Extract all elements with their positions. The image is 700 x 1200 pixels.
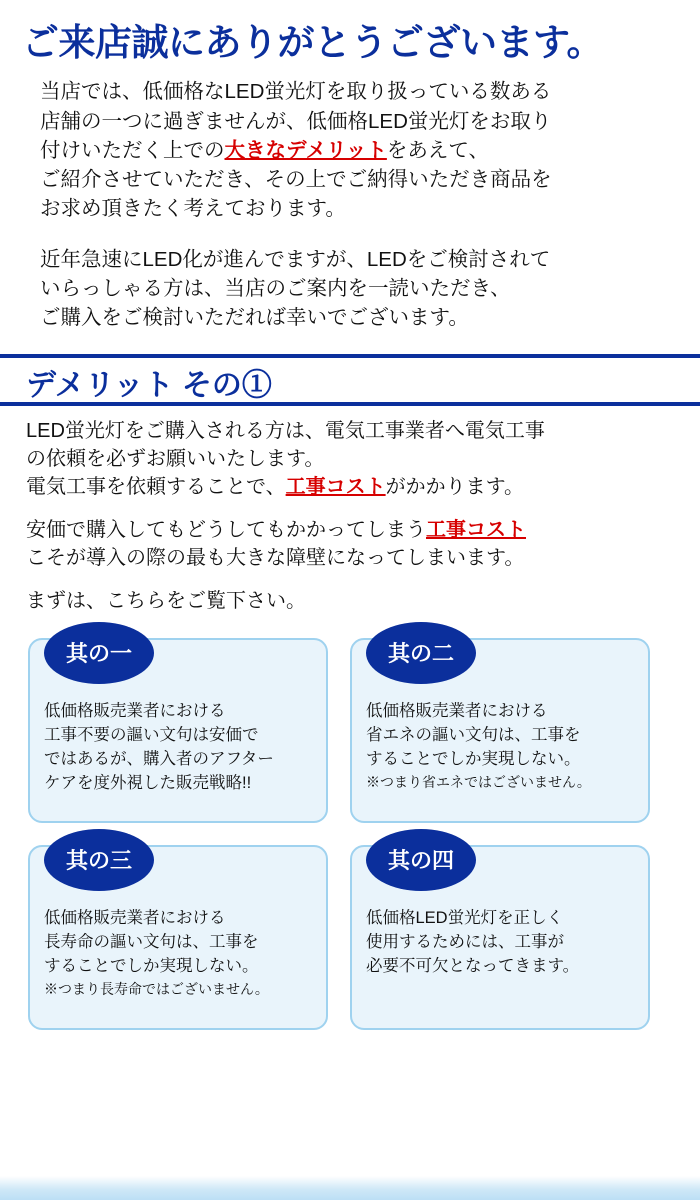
card-badge-4: 其の四	[366, 829, 476, 891]
card-badge-1: 其の一	[44, 622, 154, 684]
body-emphasis-cost-2: 工事コスト	[426, 519, 526, 542]
intro-line-6: 近年急速にLED化が進んでますが、LEDをご検討されて	[40, 247, 551, 271]
body-line-2: の依頼を必ずお願いいたします。	[26, 447, 325, 470]
card-text-4	[366, 907, 638, 979]
cards-grid	[0, 638, 700, 1030]
body-line-3	[26, 474, 684, 502]
body-spacer-2	[26, 572, 684, 588]
section-title: デメリット その①	[26, 369, 272, 403]
card-badge-2: 其の二	[366, 622, 476, 684]
card-1-line-1: 低価格販売業者における	[44, 701, 226, 720]
intro-line-5: お求め頂きたく考えております。	[40, 196, 346, 220]
intro-line-8: ご購入をご検討いただれば幸いでございます。	[40, 306, 469, 330]
card-item-4	[350, 845, 650, 1030]
card-text-1	[44, 700, 316, 796]
intro-spacer	[40, 223, 678, 245]
card-4-line-1: 低価格LED蛍光灯を正しく	[366, 908, 564, 927]
body-spacer-1	[26, 501, 684, 517]
intro-line-3	[40, 136, 678, 165]
section-header	[0, 354, 700, 406]
card-2-note: ※つまり省エネではございません。	[366, 773, 591, 790]
card-3-line-1: 低価格販売業者における	[44, 908, 226, 927]
intro-line-7: いらっしゃる方は、当店のご案内を一読いただき、	[40, 277, 511, 301]
intro-line-2: 店舗の一つに過ぎませんが、低価格LED蛍光灯をお取り	[40, 109, 552, 133]
card-text-3	[44, 907, 316, 999]
card-2-line-2: 省エネの謳い文句は、工事を	[366, 725, 581, 744]
section-rule-top	[0, 354, 700, 358]
body-line-4-pre: 安価で購入してもどうしてもかかってしまう	[26, 519, 426, 542]
card-badge-3: 其の三	[44, 829, 154, 891]
card-item-1	[28, 638, 328, 823]
card-1-line-2: 工事不要の謳い文句は安価で	[44, 725, 259, 744]
card-1-line-3: ではあるが、購入者のアフター	[44, 749, 274, 768]
card-2-line-1: 低価格販売業者における	[366, 701, 548, 720]
intro-emphasis-demerit: 大きなデメリット	[224, 138, 387, 162]
body-emphasis-cost-1: 工事コスト	[285, 475, 386, 498]
intro-line-4: ご紹介させていただき、その上でご納得いただき商品を	[40, 167, 552, 191]
body-line-3-pre: 電気工事を依頼することで、	[26, 475, 286, 498]
section-body	[0, 406, 700, 616]
intro-line-3-post: をあえて、	[386, 138, 489, 162]
card-item-2	[350, 638, 650, 823]
card-1-line-4: ケアを度外視した販売戦略!!	[44, 773, 252, 792]
section-rule-bottom	[0, 402, 700, 406]
body-line-6: まずは、こちらをご覧下さい。	[26, 590, 306, 613]
body-line-4	[26, 517, 684, 545]
card-4-line-3: 必要不可欠となってきます。	[366, 956, 580, 975]
bottom-gradient-strip	[0, 1176, 700, 1200]
card-3-note: ※つまり長寿命ではございません。	[44, 980, 269, 997]
card-text-2	[366, 700, 638, 792]
intro-text	[0, 63, 700, 332]
card-item-3	[28, 845, 328, 1030]
card-3-line-3: することでしか実現しない。	[44, 956, 259, 975]
card-4-line-2: 使用するためには、工事が	[366, 932, 564, 951]
body-line-3-post: がかかります。	[385, 475, 525, 498]
page-title: ご来店誠にありがとうございます。	[22, 22, 604, 63]
body-line-1: LED蛍光灯をご購入される方は、電気工事業者へ電気工事	[26, 420, 545, 443]
card-2-line-3: することでしか実現しない。	[366, 749, 581, 768]
intro-line-1: 当店では、低価格なLED蛍光灯を取り扱っている数ある	[40, 80, 552, 104]
card-3-line-2: 長寿命の謳い文句は、工事を	[44, 932, 259, 951]
intro-line-3-pre: 付けいただく上での	[40, 138, 225, 162]
body-line-5: こそが導入の際の最も大きな障壁になってしまいます。	[26, 546, 525, 569]
